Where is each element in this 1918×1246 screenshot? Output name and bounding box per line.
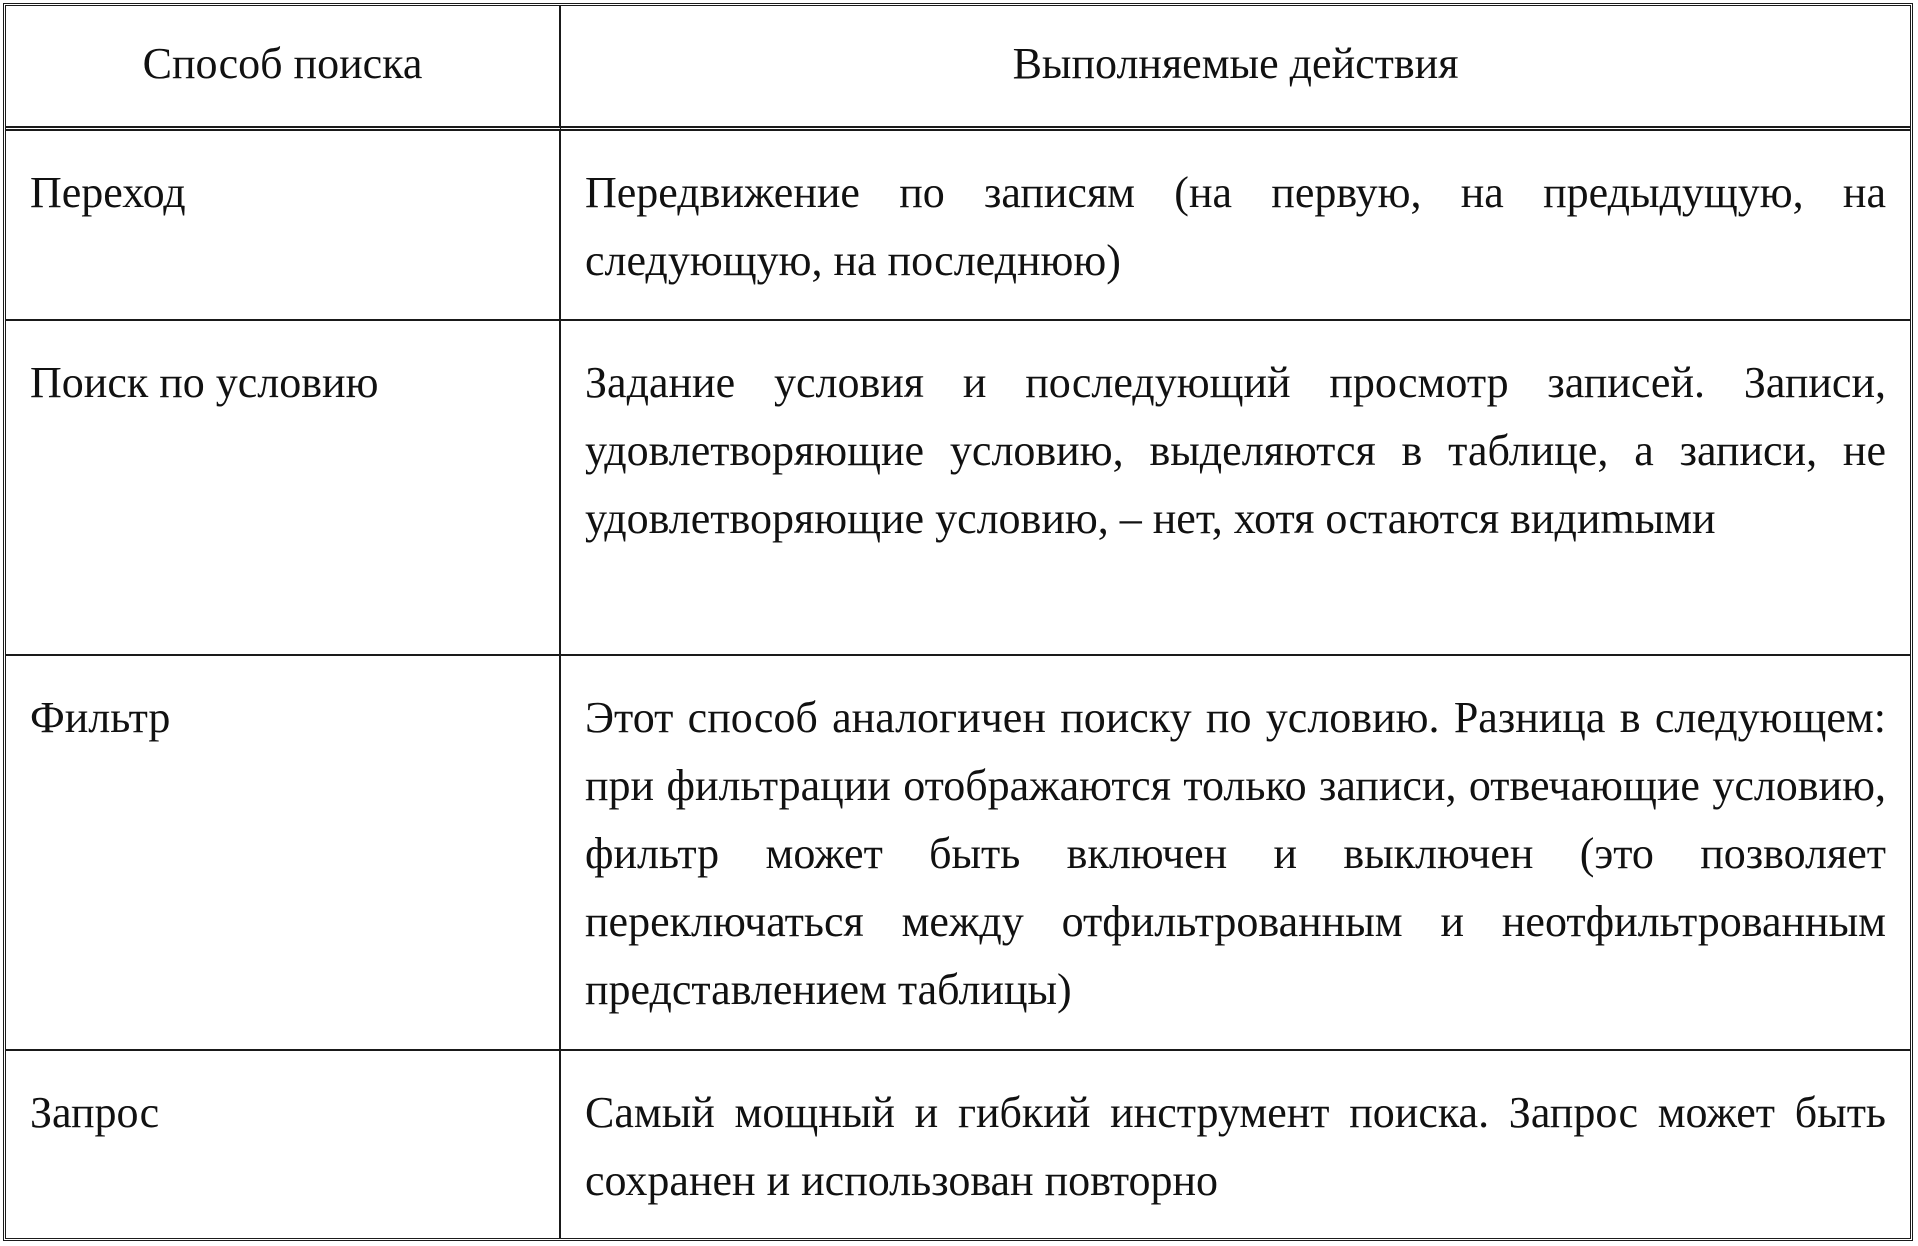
row-2-method: Поиск по условию [6,321,561,656]
row-3-method: Фильтр [6,656,561,1051]
header-method [6,6,561,131]
row-3-description: Этот способ аналогичен поиску по условию. Разница в следующем: при фильтрации отображаются только записи, отвечающие условию, фильтр может быть включен и выключен (это позволяет переключаться между отфильтрованным и неотфильтрованным представлением таблицы) [561,656,1910,1051]
row-2-description: Задание условия и последующий просмотр записей. Записи, удовлетворяющие условию, выделяются в таблице, а записи, не удовлетворяющие условию, – нет, хотя остаются видиmыми [561,321,1910,656]
search-methods-table [3,3,1913,1241]
row-4-description: Самый мощный и гибкий инструмент поиска. Запрос может быть сохранен и использован повторно [585,1088,1886,1205]
header-actions [561,6,1910,131]
row-1-method: Переход [6,131,561,321]
header-actions-label: Выполняемые действия [1012,39,1459,88]
header-method-label: Способ поиска [142,39,423,88]
row-4-method: Запрос [6,1051,561,1238]
row-1-description: Передвижение по записям (на первую, на предыдущую, на следующую, на последнюю) [561,131,1910,321]
